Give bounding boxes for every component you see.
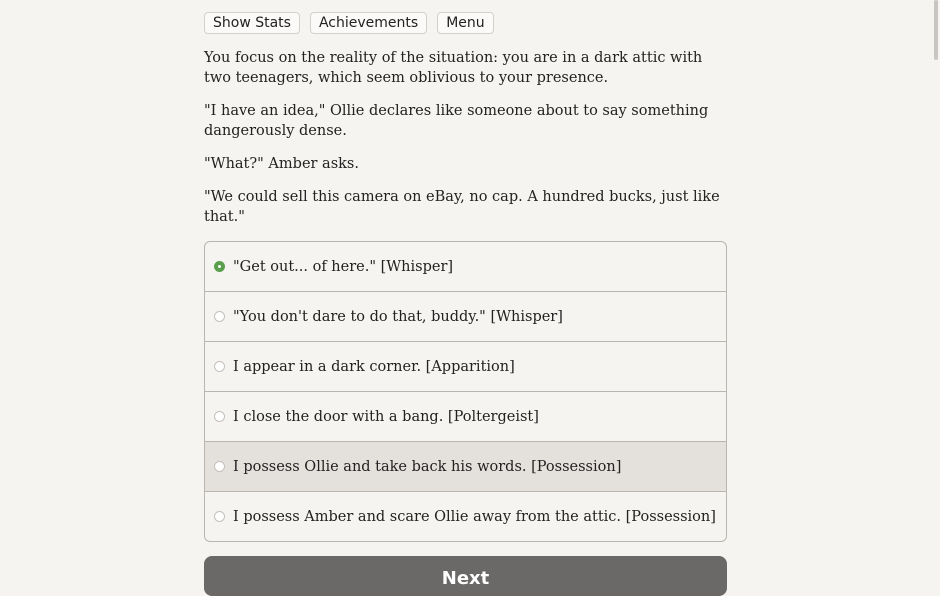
choice-option[interactable] — [205, 291, 726, 341]
radio-icon[interactable] — [214, 311, 225, 322]
scrollbar-thumb[interactable] — [934, 0, 938, 60]
choice-option[interactable] — [205, 491, 726, 541]
show-stats-button[interactable]: Show Stats — [204, 12, 300, 34]
choice-label: I possess Ollie and take back his words. [Possession] — [233, 458, 622, 475]
radio-icon[interactable] — [214, 361, 225, 372]
choice-label: "You don't dare to do that, buddy." [Whisper] — [233, 308, 563, 325]
choice-label: "Get out... of here." [Whisper] — [233, 258, 454, 275]
story-passage — [204, 48, 727, 227]
passage-paragraph: "I have an idea," Ollie declares like someone about to say something dangerously dense. — [204, 103, 709, 139]
choice-label: I appear in a dark corner. [Apparition] — [233, 358, 515, 375]
game-container — [204, 0, 727, 596]
scrollbar[interactable] — [932, 0, 940, 529]
choice-option[interactable] — [205, 242, 726, 291]
toolbar — [204, 12, 727, 34]
choice-option[interactable] — [205, 441, 726, 491]
radio-icon[interactable] — [214, 411, 225, 422]
menu-button[interactable]: Menu — [437, 12, 493, 34]
passage-paragraph: You focus on the reality of the situation: you are in a dark attic with two teenagers, which seem oblivious to your presence. — [204, 50, 703, 86]
choice-list — [204, 241, 727, 542]
radio-icon[interactable] — [214, 511, 225, 522]
choice-label: I possess Amber and scare Ollie away from the attic. [Possession] — [233, 508, 716, 525]
next-button[interactable]: Next — [204, 556, 727, 596]
radio-selected-icon[interactable] — [214, 261, 225, 272]
choice-option[interactable] — [205, 391, 726, 441]
choice-option[interactable] — [205, 341, 726, 391]
passage-paragraph: "What?" Amber asks. — [204, 156, 359, 172]
achievements-button[interactable]: Achievements — [310, 12, 427, 34]
radio-icon[interactable] — [214, 461, 225, 472]
choice-label: I close the door with a bang. [Poltergeist] — [233, 408, 539, 425]
passage-paragraph: "We could sell this camera on eBay, no cap. A hundred bucks, just like that." — [204, 189, 720, 225]
